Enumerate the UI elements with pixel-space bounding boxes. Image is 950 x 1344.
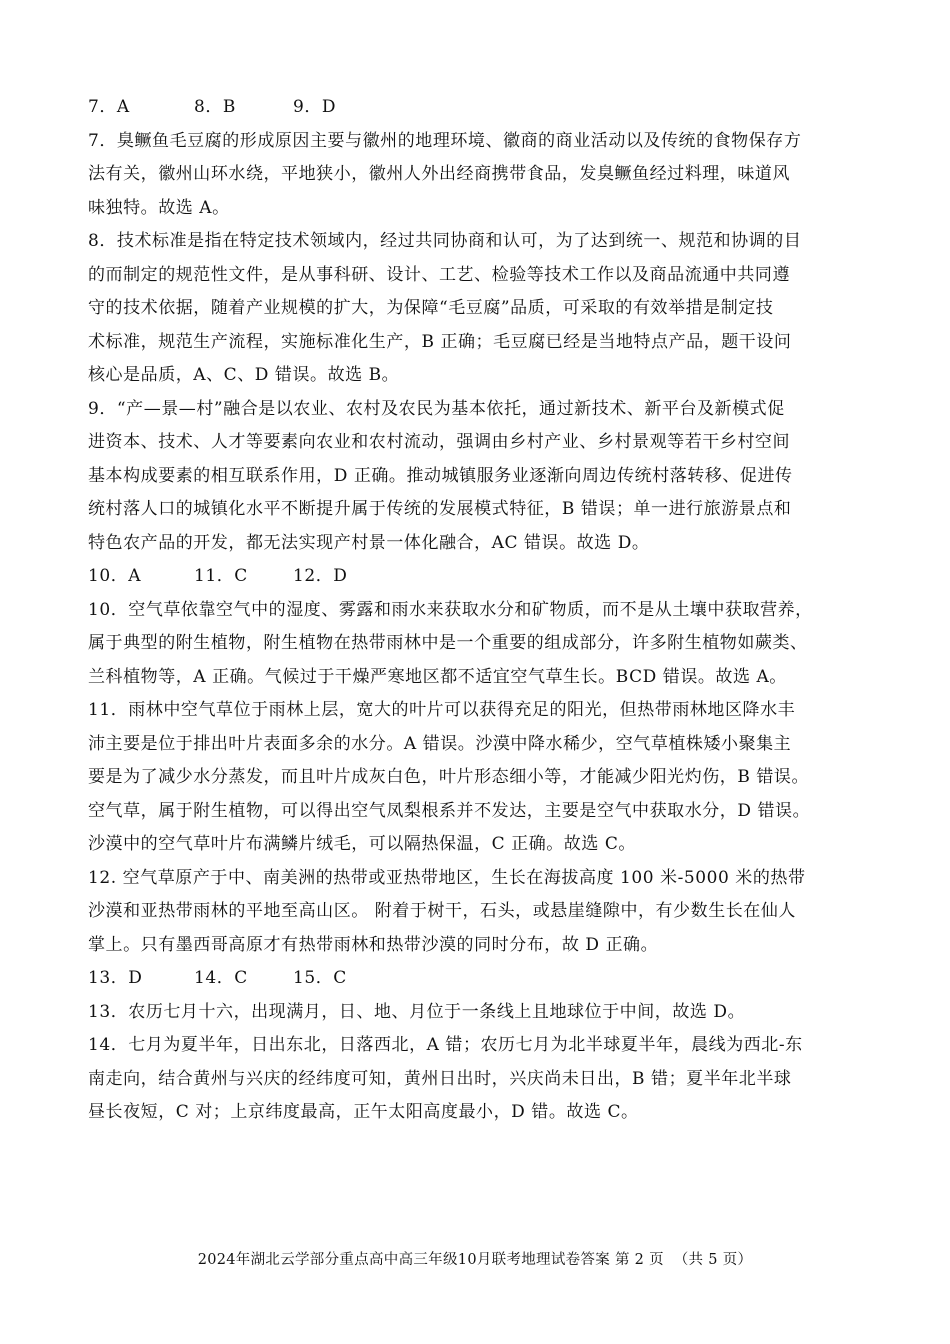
- text-line: 基本构成要素的相互联系作用，D 正确。推动城镇服务业逐渐向周边传统村落转移、促进传: [88, 465, 793, 486]
- text-line: 10．空气草依靠空气中的湿度、雾露和雨水来获取水分和矿物质，而不是从土壤中获取营养，: [88, 599, 813, 620]
- footer-title: 2024年湖北云学部分重点高中高三年级10月联考地理试卷答案: [197, 1252, 611, 1268]
- text-line: 12. 空气草原产于中、南美洲的热带或亚热带地区，生长在海拔高度 100 米-5000 米的热带: [88, 867, 806, 888]
- text-line: 味独特。故选 A。: [88, 197, 230, 218]
- text-line: 法有关，徽州山环水绕，平地狭小，徽州人外出经商携带食品，发臭鳜鱼经过料理，味道风: [88, 164, 790, 184]
- text-line: 守的技术依据，随着产业规模的扩大，为保障“毛豆腐”品质，可采取的有效举措是制定技: [88, 298, 774, 318]
- text-line: 的而制定的规范性文件，是从事科研、设计、工艺、检验等技术工作以及商品流通中共同遵: [88, 264, 790, 285]
- text-line: 昼长夜短，C 对；上京纬度最高，正午太阳高度最小，D 错。故选 C。: [88, 1102, 639, 1122]
- explanation-q9: [88, 393, 868, 561]
- text-line: 14．七月为夏半年，日出东北，日落西北，A 错；农历七月为北半球夏半年，晨线为西北-东: [88, 1035, 803, 1055]
- answer-key: 7．A: [88, 97, 130, 117]
- answer-key: 8．B: [194, 97, 236, 117]
- text-line: 掌上。只有墨西哥高原才有热带雨林和热带沙漠的同时分布，故 D 正确。: [88, 934, 659, 955]
- answer-key: 10．A: [88, 566, 142, 586]
- answer-key: 13．D: [88, 968, 143, 988]
- page-content: [88, 91, 868, 1130]
- answer-key: 15．C: [293, 968, 347, 988]
- page-total: （共 5 页）: [673, 1252, 753, 1268]
- answer-key-row: [88, 91, 868, 125]
- answer-key: 11．C: [194, 566, 248, 586]
- explanation-q11: [88, 694, 868, 862]
- explanation-q12: [88, 862, 868, 963]
- text-line: 7．臭鳜鱼毛豆腐的形成原因主要与徽州的地理环境、徽商的商业活动以及传统的食物保存方: [88, 130, 802, 151]
- text-line: 要是为了减少水分蒸发，而且叶片成灰白色，叶片形态细小等，才能减少阳光灼伤，B 错误。: [88, 767, 809, 787]
- explanation-q13: [88, 996, 868, 1030]
- answer-key: 12．D: [293, 566, 348, 586]
- explanation-q7: [88, 125, 868, 226]
- text-line: 特色农产品的开发，都无法实现产村景一体化融合，AC 错误。故选 D。: [88, 532, 650, 553]
- text-line: 沛主要是位于排出叶片表面多余的水分。A 错误。沙漠中降水稀少，空气草植株矮小聚集主: [88, 733, 792, 754]
- answer-key-row: [88, 962, 868, 996]
- text-line: 核心是品质，A、C、D 错误。故选 B。: [88, 365, 400, 385]
- text-line: 8．技术标准是指在特定技术领域内，经过共同协商和认可，为了达到统一、规范和协调的目: [88, 231, 802, 251]
- text-line: 11．雨林中空气草位于雨林上层，宽大的叶片可以获得充足的阳光，但热带雨林地区降水丰: [88, 700, 796, 720]
- text-line: 沙漠中的空气草叶片布满鳞片绒毛，可以隔热保温，C 正确。故选 C。: [88, 834, 636, 854]
- text-line: 13．农历七月十六，出现满月，日、地、月位于一条线上且地球位于中间，故选 D。: [88, 1001, 746, 1022]
- text-line: 属于典型的附生植物，附生植物在热带雨林中是一个重要的组成部分，许多附生植物如蕨类、: [88, 633, 808, 653]
- page-footer: [0, 1248, 950, 1269]
- text-line: 9．“产—景—村”融合是以农业、农村及农民为基本依托，通过新技术、新平台及新模式促: [88, 398, 785, 419]
- explanation-q10: [88, 594, 868, 695]
- answer-key: 9．D: [293, 97, 337, 117]
- text-line: 进资本、技术、人才等要素向农业和农村流动，强调由乡村产业、乡村景观等若干乡村空间: [88, 432, 790, 452]
- text-line: 沙漠和亚热带雨林的平地至高山区。 附着于树干，石头，或悬崖缝隙中，有少数生长在仙人: [88, 901, 796, 921]
- explanation-q14: [88, 1029, 868, 1130]
- text-line: 兰科植物等，A 正确。气候过于干燥严寒地区都不适宜空气草生长。BCD 错误。故选 A。: [88, 666, 787, 687]
- text-line: 统村落人口的城镇化水平不断提升属于传统的发展模式特征，B 错误；单一进行旅游景点和: [88, 499, 792, 519]
- answer-key: 14．C: [194, 968, 248, 988]
- text-line: 空气草，属于附生植物，可以得出空气凤梨根系并不发达，主要是空气中获取水分，D 错误。: [88, 800, 811, 821]
- page-number: 第 2 页: [614, 1252, 664, 1268]
- answer-key-row: [88, 560, 868, 594]
- text-line: 术标准，规范生产流程，实施标准化生产，B 正确；毛豆腐已经是当地特点产品，题干设问: [88, 331, 792, 352]
- text-line: 南走向，结合黄州与兴庆的经纬度可知，黄州日出时，兴庆尚未日出，B 错；夏半年北半球: [88, 1068, 792, 1089]
- explanation-q8: [88, 225, 868, 393]
